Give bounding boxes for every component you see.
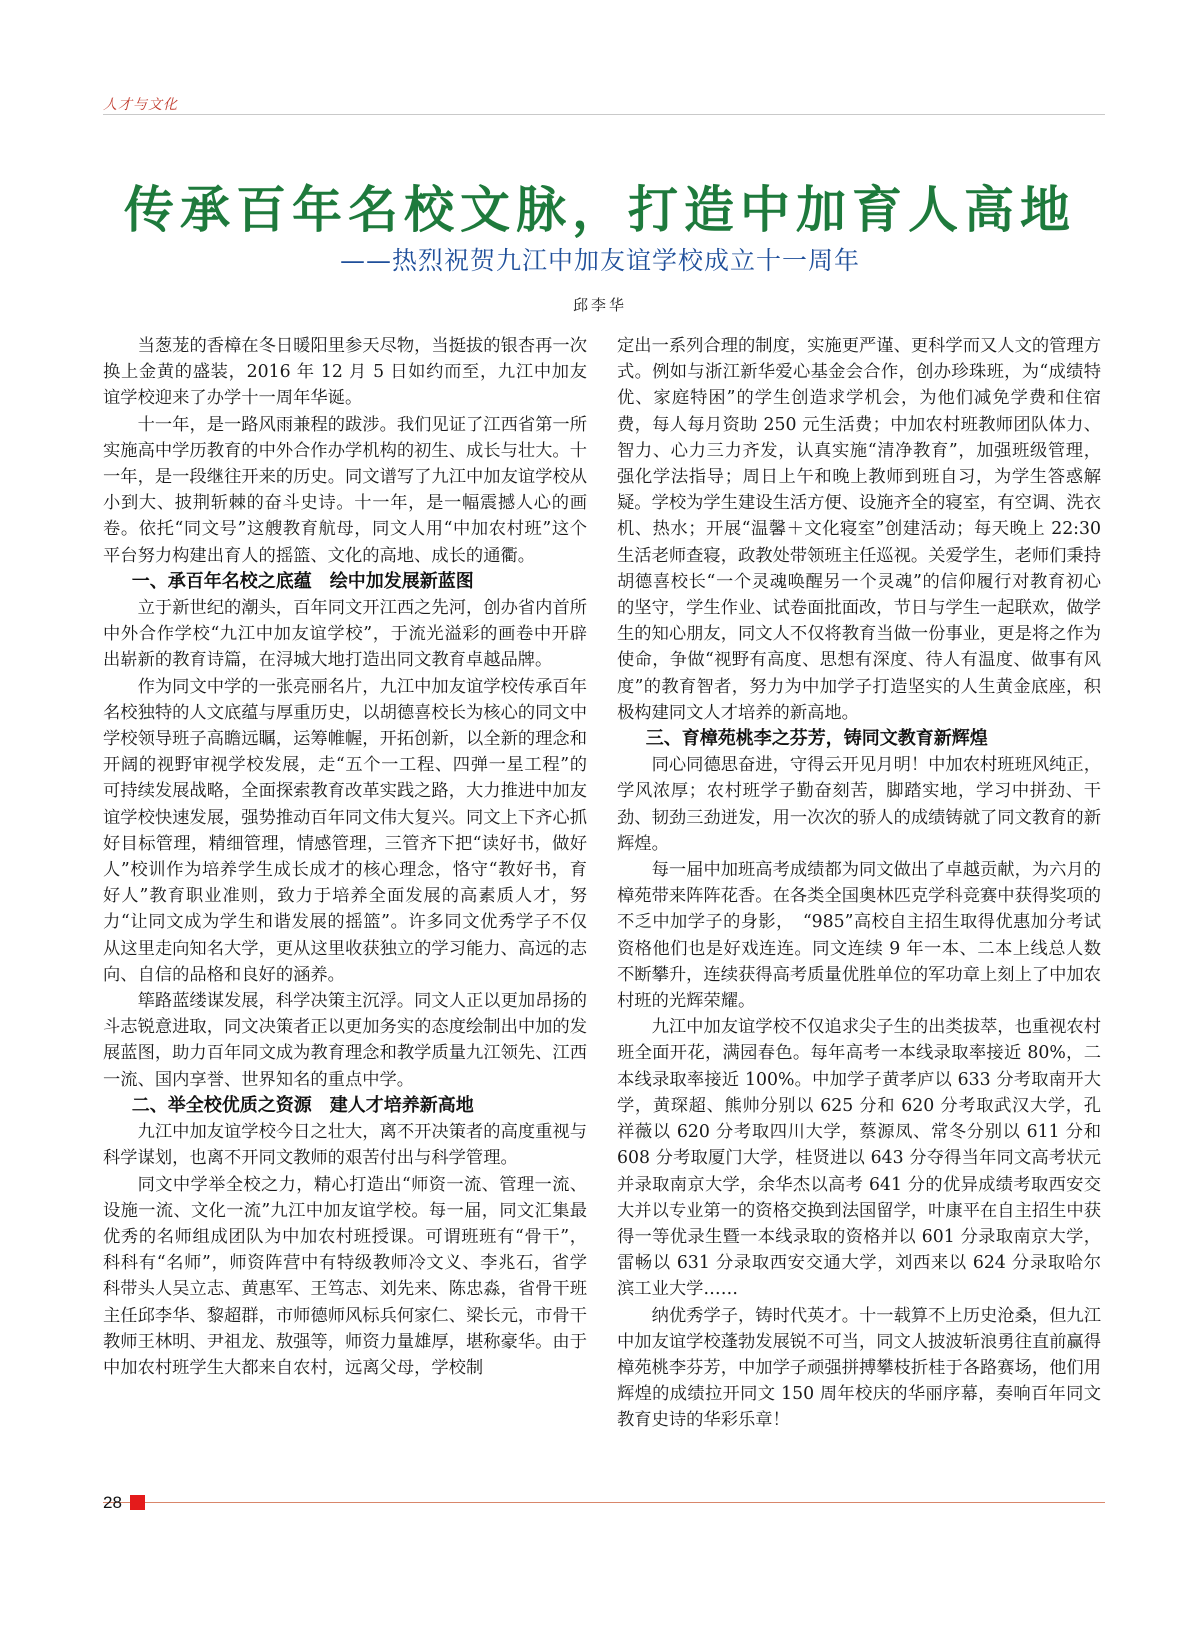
section-heading-3: 三、育樟苑桃李之芬芳，铸同文教育新辉煌: [645, 728, 988, 750]
header-divider: [103, 114, 1105, 115]
article-author: 邱李华: [572, 296, 627, 314]
section-heading-1: 一、承百年名校之底蕴 绘中加发展新蓝图: [131, 570, 474, 592]
paragraph: 立于新世纪的潮头，百年同文开江西之先河，创办省内首所中外合作学校“九江中加友谊学校”，于流光溢彩的画卷中开辟出崭新的教育诗篇，在浔城大地打造出同文教育卓越品牌。: [103, 598, 587, 671]
paragraph: 九江中加友谊学校今日之壮大，离不开决策者的高度重视与科学谋划，也离不开同文教师的艰苦付出与科学管理。: [103, 1122, 587, 1169]
paragraph: 同文中学举全校之力，精心打造出“师资一流、管理一流、设施一流、文化一流”九江中加友谊学校。每一届，同文汇集最优秀的名师组成团队为中加农村班授课。可谓班班有“骨干”，科科有“名师”，师资阵营中有特级教师冷文义、李兆石，省学科带头人吴立志、黄惠军、王笃志、刘先来、陈忠淼，省骨干班主任邱李华、黎超群，市师德师风标兵何家仁、梁长元，市骨干教师王林明、尹祖龙、敖强等，师资力量雄厚，堪称豪华。由于中加农村班学生大都来自农村，远离父母，学校制: [103, 1174, 587, 1378]
left-column: [103, 333, 587, 1381]
paragraph: 十一年，是一路风雨兼程的跋涉。我们见证了江西省第一所实施高中学历教育的中外合作办学机构的初生、成长与壮大。十一年，是一段继往开来的历史。同文谱写了九江中加友谊学校从小到大、披荆斩棘的奋斗史诗。十一年，是一幅震撼人心的画卷。依托“同文号”这艘教育航母，同文人用“中加农村班”这个平台努力构建出育人的摇篮、文化的高地、成长的通衢。: [103, 414, 587, 566]
section-heading-2: 二、举全校优质之资源 建人才培养新高地: [131, 1094, 474, 1116]
paragraph-continued: 定出一系列合理的制度，实施更严谨、更科学而又人文的管理方式。例如与浙江新华爱心基金会合作，创办珍珠班，为“成绩特优、家庭特困”的学生创造求学机会，为他们减免学费和住宿费，每人每月资助 250 元生活费；中加农村班教师团队体力、智力、心力三力齐发，认真实施“清净教育”，加强班级管理，强化学法指导；周日上午和晚上教师到班自习，为学生答惑解疑。学校为学生建设生活方便、设施齐全的寝室，有空调、洗衣机、热水；开展“温馨＋文化寝室”创建活动；每天晚上 22:30 生活老师查寝，政教处带领班主任巡视。关爱学生，老师们秉持胡德喜校长“一个灵魂唤醒另一个灵魂”的信仰履行对教育初心的坚守，学生作业、试卷面批面改，节日与学生一起联欢，做学生的知心朋友，同文人不仅将教育当做一份事业，更是将之作为使命，争做“视野有高度、思想有深度、待人有温度、做事有风度”的教育智者，努力为中加学子打造坚实的人生黄金底座，积极构建同文人才培养的新高地。: [617, 336, 1101, 723]
paragraph: 作为同文中学的一张亮丽名片，九江中加友谊学校传承百年名校独特的人文底蕴与厚重历史，以胡德喜校长为核心的同文中学校领导班子高瞻远瞩，运筹帷幄，开拓创新，以全新的理念和开阔的视野审视学校发展，走“五个一工程、四弹一星工程”的可持续发展战略，全面探索教育改革实践之路，大力推进中加友谊学校快速发展，强势推动百年同文伟大复兴。同文上下齐心抓好目标管理，精细管理，情感管理，三管齐下把“读好书，做好人”校训作为培养学生成长成才的核心理念，恪守“教好书，育好人”教育职业准则，致力于培养全面发展的高素质人才，努力“让同文成为学生和谐发展的摇篮”。许多同文优秀学子不仅从这里走向知名大学，更从这里收获独立的学习能力、高远的志向、自信的品格和良好的涵养。: [103, 676, 587, 985]
article-subtitle: ——热烈祝贺九江中加友谊学校成立十一周年: [339, 246, 860, 275]
magazine-masthead: 人才与文化: [103, 97, 178, 113]
footer-divider: [103, 1502, 1105, 1503]
paragraph: 筚路蓝缕谋发展，科学决策主沉浮。同文人正以更加昂扬的斗志锐意进取，同文决策者正以更加务实的态度绘制出中加的发展蓝图，助力百年同文成为教育理念和教学质量九江领先、江西一流、国内享誉、世界知名的重点中学。: [103, 991, 587, 1090]
paragraph: 九江中加友谊学校不仅追求尖子生的出类拔萃，也重视农村班全面开花，满园春色。每年高考一本线录取率接近 80%，二本线录取率接近 100%。中加学子黄孝庐以 633 分考取南开大学，黄琛超、熊帅分别以 625 分和 620 分考取武汉大学，孔祥薇以 620 分考取四川大学，蔡源凤、常冬分别以 611 分和 608 分考取厦门大学，桂贤进以 643 分夺得当年同文高考状元并录取南京大学，余华杰以高考 641 分的优异成绩考取西安交大并以专业第一的资格交换到法国留学，叶康平在自主招生中获得一等优录生暨一本线录取的资格并以 601 分录取南京大学，雷畅以 631 分录取西安交通大学，刘西来以 624 分录取哈尔滨工业大学……: [617, 1017, 1101, 1300]
paragraph: 同心同德思奋进，守得云开见月明！中加农村班班风纯正，学风浓厚；农村班学子勤奋刻苦，脚踏实地，学习中拼劲、干劲、韧劲三劲迸发，用一次次的骄人的成绩铸就了同文教育的新辉煌。: [617, 755, 1101, 854]
page-number: 28: [103, 1493, 122, 1512]
right-column: [617, 333, 1101, 1434]
paragraph: 每一届中加班高考成绩都为同文做出了卓越贡献，为六月的樟苑带来阵阵花香。在各类全国奥林匹克学科竞赛中获得奖项的不乏中加学子的身影， “985”高校自主招生取得优惠加分考试资格他们也是好戏连连。同文连续 9 年一本、二本上线总人数不断攀升，连续获得高考质量优胜单位的军功章上刻上了中加农村班的光辉荣耀。: [617, 860, 1101, 1012]
paragraph: 当葱茏的香樟在冬日暖阳里参天尽物，当挺拔的银杏再一次换上金黄的盛装，2016 年 12 月 5 日如约而至，九江中加友谊学校迎来了办学十一周年华诞。: [103, 336, 587, 409]
page-marker-square: [130, 1495, 145, 1510]
paragraph: 纳优秀学子，铸时代英才。十一载算不上历史沧桑，但九江中加友谊学校蓬勃发展锐不可当，同文人披波斩浪勇往直前赢得樟苑桃李芬芳，中加学子顽强拼搏攀枝折桂于各路赛场，他们用辉煌的成绩拉开同文 150 周年校庆的华丽序幕，奏响百年同文教育史诗的华彩乐章！: [617, 1305, 1101, 1431]
article-title: 传承百年名校文脉，打造中加育人高地: [124, 180, 1076, 239]
